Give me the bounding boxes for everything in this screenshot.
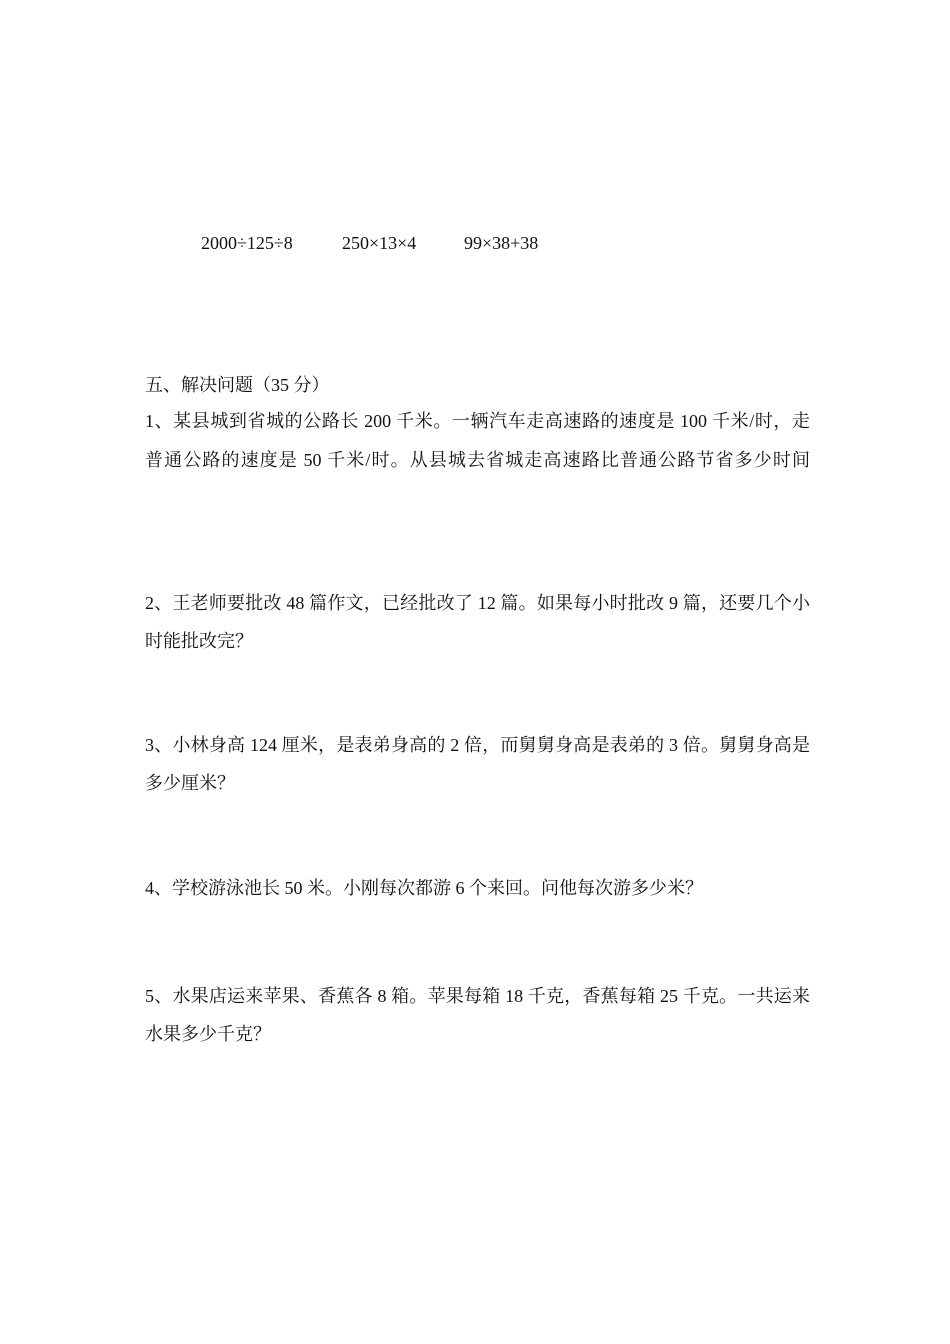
section-heading: 五、解决问题（35 分） [145, 375, 330, 395]
calc-expression-3: 99×38+38 [464, 233, 539, 253]
calc-expression-2: 250×13×4 [342, 233, 417, 253]
problem-2-line-1: 2、王老师要批改 48 篇作文，已经批改了 12 篇。如果每小时批改 9 篇，还要几个小 [145, 593, 810, 613]
problem-5-line-2: 水果多少千克？ [145, 1024, 271, 1044]
problem-3-line-2: 多少厘米？ [145, 773, 235, 793]
problem-3-line-1: 3、小林身高 124 厘米，是表弟身高的 2 倍，而舅舅身高是表弟的 3 倍。舅舅身高是 [145, 735, 810, 755]
problem-1-line-1: 1、某县城到省城的公路长 200 千米。一辆汽车走高速路的速度是 100 千米/时，走 [145, 411, 810, 431]
calc-expression-1: 2000÷125÷8 [201, 233, 293, 253]
problem-2-line-2: 时能批改完？ [145, 631, 253, 651]
problem-5-line-1: 5、水果店运来苹果、香蕉各 8 箱。苹果每箱 18 千克，香蕉每箱 25 千克。一共运来 [145, 986, 810, 1006]
problem-4-line-1: 4、学校游泳池长 50 米。小刚每次都游 6 个来回。问他每次游多少米？ [145, 878, 703, 898]
problem-1-line-2: 普通公路的速度是 50 千米/时。从县城去省城走高速路比普通公路节省多少时间 [145, 450, 810, 470]
